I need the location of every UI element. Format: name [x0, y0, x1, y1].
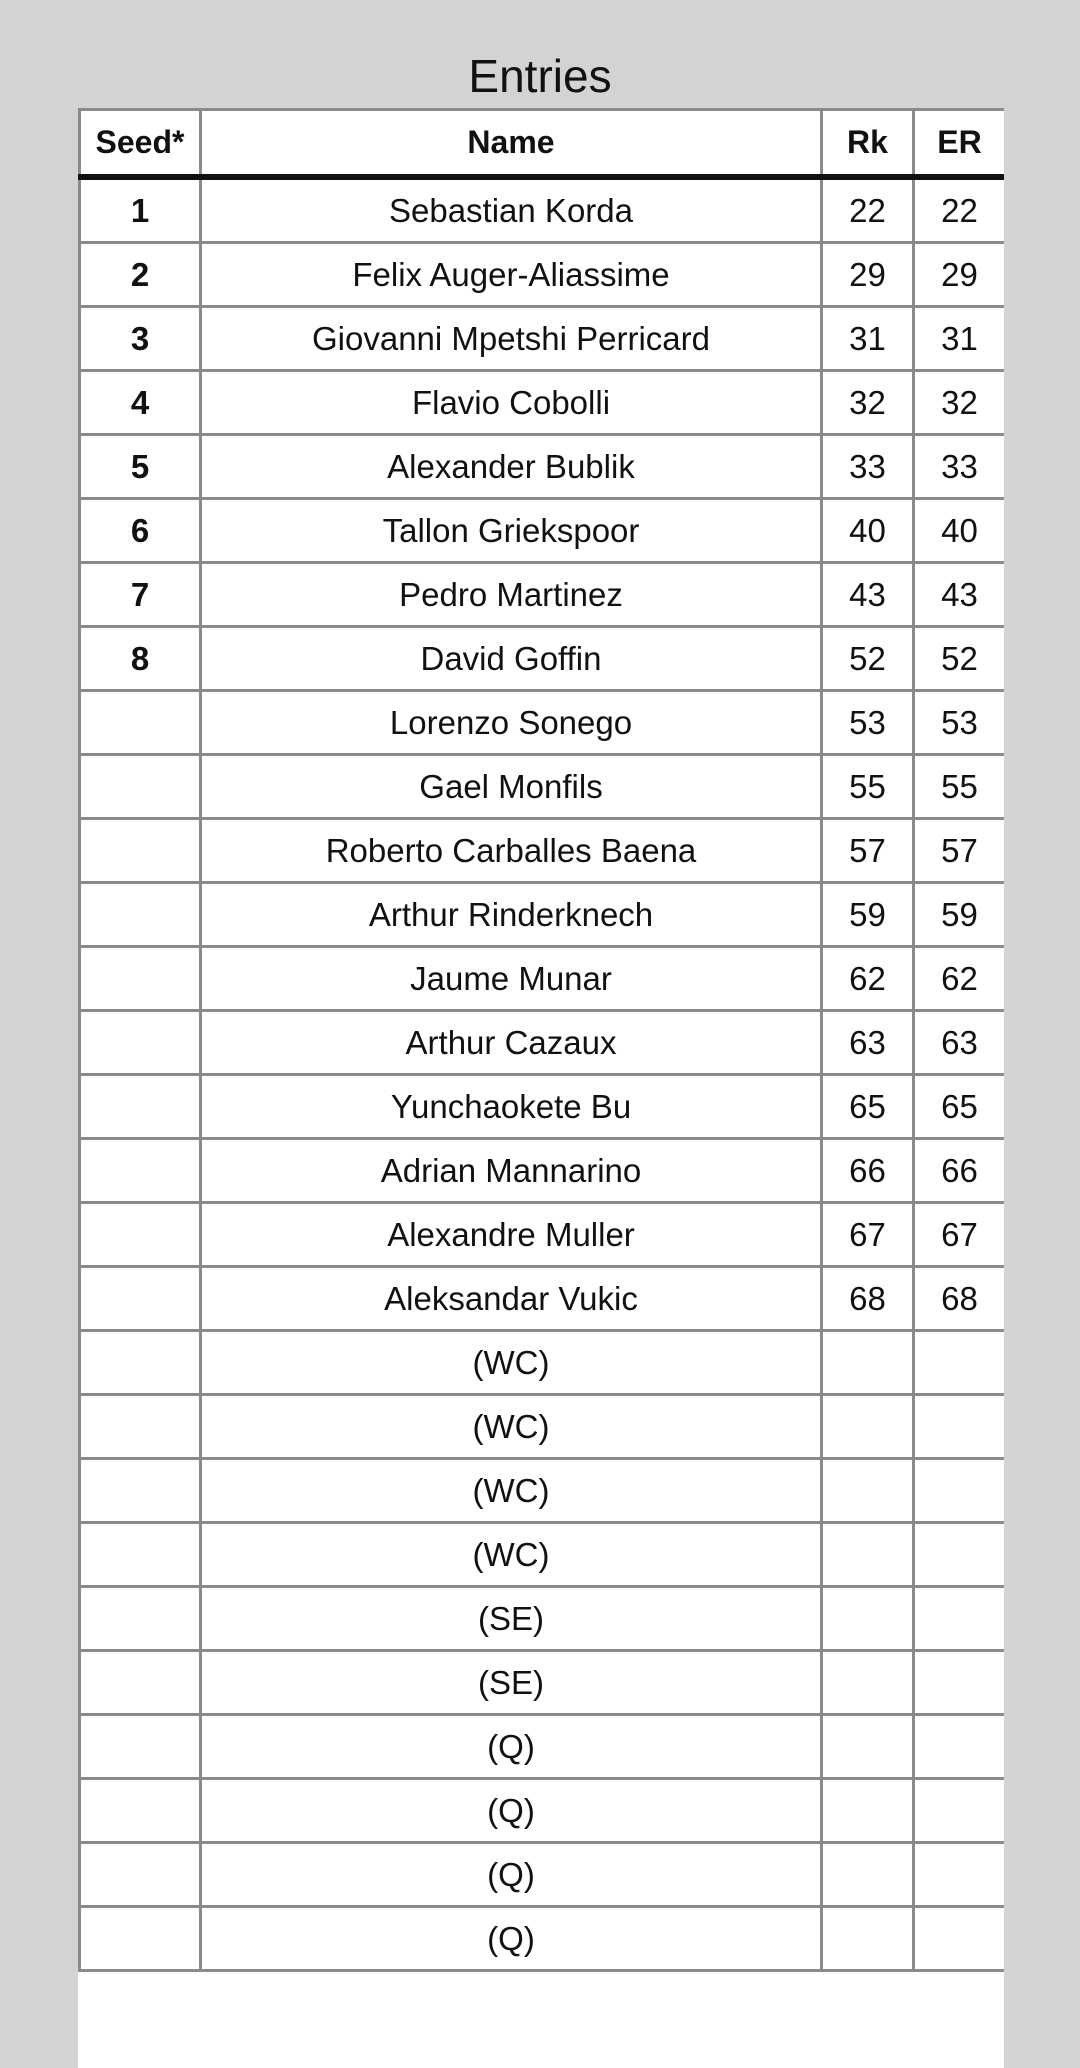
player-name-cell: Felix Auger-Aliassime: [201, 243, 822, 307]
player-name-cell: Pedro Martinez: [201, 563, 822, 627]
entry-rank-cell: 33: [914, 435, 1005, 499]
entry-rank-cell: 65: [914, 1075, 1005, 1139]
table-row: [80, 1267, 1005, 1331]
player-name-cell: (Q): [201, 1715, 822, 1779]
table-row: [80, 627, 1005, 691]
table-row: [80, 1523, 1005, 1587]
entry-rank-cell: [914, 1907, 1005, 1971]
seed-cell: [80, 755, 201, 819]
seed-cell: 6: [80, 499, 201, 563]
entries-table-body: [80, 177, 1005, 1971]
rank-cell: 67: [822, 1203, 914, 1267]
table-row: [80, 1779, 1005, 1843]
seed-cell: [80, 1587, 201, 1651]
table-row: [80, 371, 1005, 435]
rank-cell: 53: [822, 691, 914, 755]
player-name-cell: (Q): [201, 1843, 822, 1907]
seed-cell: [80, 1139, 201, 1203]
seed-cell: [80, 1459, 201, 1523]
entries-table: [78, 108, 1004, 1972]
entry-rank-cell: [914, 1715, 1005, 1779]
player-name-cell: Flavio Cobolli: [201, 371, 822, 435]
player-name-cell: Alexander Bublik: [201, 435, 822, 499]
seed-cell: [80, 1011, 201, 1075]
seed-cell: [80, 1395, 201, 1459]
seed-cell: [80, 1907, 201, 1971]
seed-cell: [80, 1203, 201, 1267]
table-row: [80, 1843, 1005, 1907]
table-row: [80, 1715, 1005, 1779]
entry-rank-cell: 57: [914, 819, 1005, 883]
player-name-cell: (SE): [201, 1587, 822, 1651]
rank-cell: 32: [822, 371, 914, 435]
entry-rank-cell: [914, 1651, 1005, 1715]
player-name-cell: (Q): [201, 1779, 822, 1843]
rank-cell: 29: [822, 243, 914, 307]
column-header-er: ER: [914, 110, 1005, 178]
entry-rank-cell: [914, 1523, 1005, 1587]
entry-rank-cell: 68: [914, 1267, 1005, 1331]
table-row: [80, 755, 1005, 819]
entry-rank-cell: [914, 1779, 1005, 1843]
entry-rank-cell: 40: [914, 499, 1005, 563]
entry-rank-cell: [914, 1395, 1005, 1459]
seed-cell: 3: [80, 307, 201, 371]
table-row: [80, 1651, 1005, 1715]
seed-cell: [80, 1779, 201, 1843]
seed-cell: 1: [80, 177, 201, 243]
table-row: [80, 947, 1005, 1011]
table-row: [80, 819, 1005, 883]
seed-cell: [80, 1331, 201, 1395]
entry-rank-cell: 32: [914, 371, 1005, 435]
rank-cell: 62: [822, 947, 914, 1011]
rank-cell: 66: [822, 1139, 914, 1203]
entry-rank-cell: 52: [914, 627, 1005, 691]
player-name-cell: Jaume Munar: [201, 947, 822, 1011]
seed-cell: 7: [80, 563, 201, 627]
entry-rank-cell: 67: [914, 1203, 1005, 1267]
rank-cell: 43: [822, 563, 914, 627]
table-row: [80, 1011, 1005, 1075]
entry-rank-cell: 43: [914, 563, 1005, 627]
entry-rank-cell: 55: [914, 755, 1005, 819]
table-row: [80, 499, 1005, 563]
table-row: [80, 1075, 1005, 1139]
rank-cell: 22: [822, 177, 914, 243]
entries-table-container: [78, 108, 1004, 2068]
rank-cell: [822, 1651, 914, 1715]
player-name-cell: (WC): [201, 1523, 822, 1587]
player-name-cell: Aleksandar Vukic: [201, 1267, 822, 1331]
entry-rank-cell: 62: [914, 947, 1005, 1011]
table-row: [80, 563, 1005, 627]
player-name-cell: Roberto Carballes Baena: [201, 819, 822, 883]
player-name-cell: (SE): [201, 1651, 822, 1715]
entry-rank-cell: 31: [914, 307, 1005, 371]
entry-rank-cell: 53: [914, 691, 1005, 755]
rank-cell: [822, 1331, 914, 1395]
entry-rank-cell: 59: [914, 883, 1005, 947]
rank-cell: 63: [822, 1011, 914, 1075]
rank-cell: [822, 1587, 914, 1651]
seed-cell: [80, 1715, 201, 1779]
seed-cell: [80, 883, 201, 947]
seed-cell: [80, 947, 201, 1011]
rank-cell: 68: [822, 1267, 914, 1331]
seed-cell: [80, 691, 201, 755]
player-name-cell: Arthur Cazaux: [201, 1011, 822, 1075]
rank-cell: 65: [822, 1075, 914, 1139]
table-row: [80, 1203, 1005, 1267]
player-name-cell: David Goffin: [201, 627, 822, 691]
table-row: [80, 1459, 1005, 1523]
seed-cell: 2: [80, 243, 201, 307]
rank-cell: [822, 1715, 914, 1779]
table-row: [80, 691, 1005, 755]
entry-rank-cell: [914, 1331, 1005, 1395]
rank-cell: 40: [822, 499, 914, 563]
rank-cell: 59: [822, 883, 914, 947]
rank-cell: [822, 1523, 914, 1587]
rank-cell: 31: [822, 307, 914, 371]
entry-rank-cell: 63: [914, 1011, 1005, 1075]
rank-cell: [822, 1843, 914, 1907]
table-row: [80, 1331, 1005, 1395]
rank-cell: 33: [822, 435, 914, 499]
seed-cell: [80, 1267, 201, 1331]
column-header-name: Name: [201, 110, 822, 178]
player-name-cell: (Q): [201, 1907, 822, 1971]
rank-cell: 52: [822, 627, 914, 691]
player-name-cell: (WC): [201, 1331, 822, 1395]
seed-cell: [80, 1075, 201, 1139]
player-name-cell: Tallon Griekspoor: [201, 499, 822, 563]
table-row: [80, 1587, 1005, 1651]
table-row: [80, 1907, 1005, 1971]
rank-cell: 55: [822, 755, 914, 819]
player-name-cell: Lorenzo Sonego: [201, 691, 822, 755]
seed-cell: 5: [80, 435, 201, 499]
table-row: [80, 1139, 1005, 1203]
seed-cell: 4: [80, 371, 201, 435]
player-name-cell: Alexandre Muller: [201, 1203, 822, 1267]
entry-rank-cell: 22: [914, 177, 1005, 243]
player-name-cell: Gael Monfils: [201, 755, 822, 819]
player-name-cell: Adrian Mannarino: [201, 1139, 822, 1203]
rank-cell: [822, 1395, 914, 1459]
column-header-rk: Rk: [822, 110, 914, 178]
table-row: [80, 1395, 1005, 1459]
page-title: Entries: [468, 50, 612, 102]
seed-cell: [80, 1843, 201, 1907]
table-row: [80, 243, 1005, 307]
entry-rank-cell: [914, 1843, 1005, 1907]
entry-rank-cell: 66: [914, 1139, 1005, 1203]
player-name-cell: (WC): [201, 1395, 822, 1459]
table-row: [80, 177, 1005, 243]
rank-cell: [822, 1779, 914, 1843]
entry-rank-cell: 29: [914, 243, 1005, 307]
seed-cell: [80, 1523, 201, 1587]
rank-cell: 57: [822, 819, 914, 883]
seed-cell: [80, 819, 201, 883]
player-name-cell: Sebastian Korda: [201, 177, 822, 243]
entry-rank-cell: [914, 1459, 1005, 1523]
player-name-cell: Giovanni Mpetshi Perricard: [201, 307, 822, 371]
seed-cell: [80, 1651, 201, 1715]
player-name-cell: Arthur Rinderknech: [201, 883, 822, 947]
table-row: [80, 435, 1005, 499]
player-name-cell: Yunchaokete Bu: [201, 1075, 822, 1139]
table-row: [80, 883, 1005, 947]
column-header-seed: Seed*: [80, 110, 201, 178]
seed-cell: 8: [80, 627, 201, 691]
rank-cell: [822, 1907, 914, 1971]
rank-cell: [822, 1459, 914, 1523]
table-header-row: [80, 110, 1005, 178]
entry-rank-cell: [914, 1587, 1005, 1651]
table-row: [80, 307, 1005, 371]
player-name-cell: (WC): [201, 1459, 822, 1523]
